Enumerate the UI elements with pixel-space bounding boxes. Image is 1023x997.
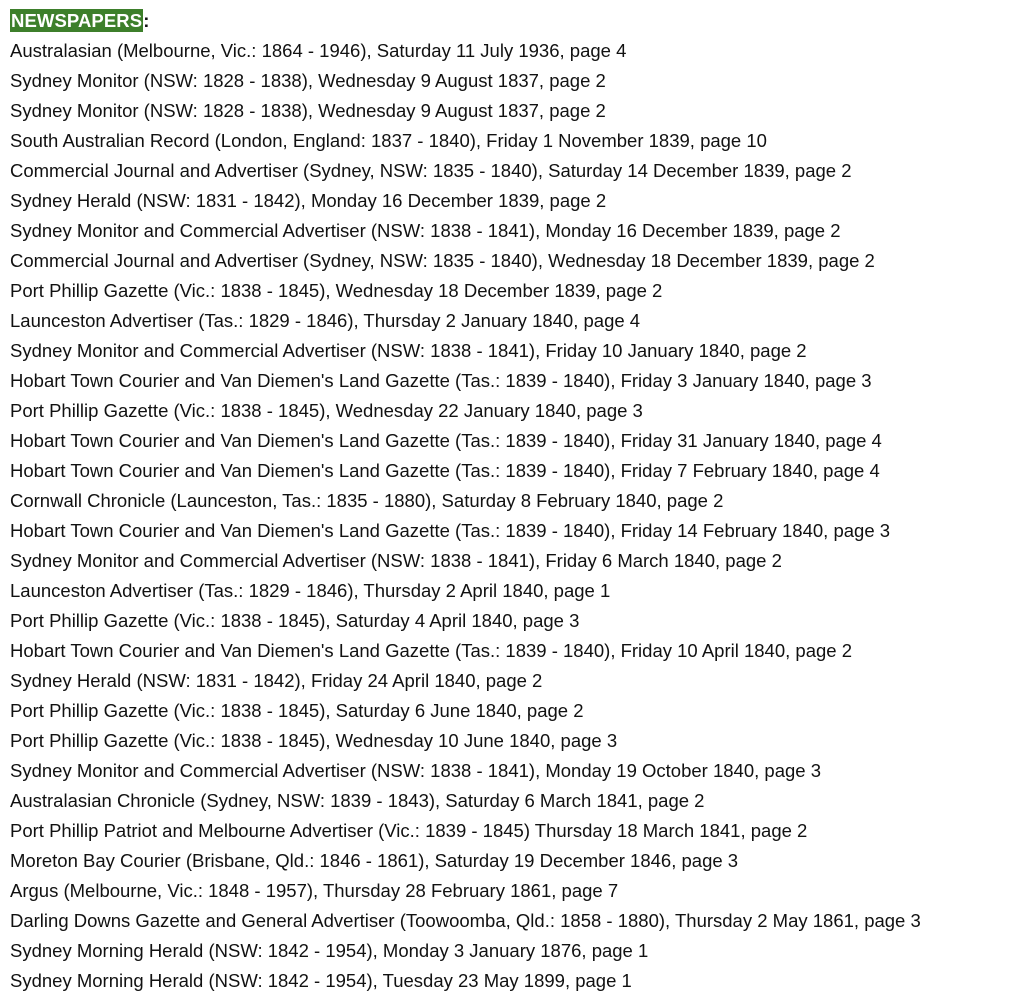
newspaper-entry: Sydney Monitor (NSW: 1828 - 1838), Wednesday 9 August 1837, page 2 xyxy=(10,70,606,91)
newspaper-entry: Sydney Morning Herald (NSW: 1842 - 1954), Monday 3 January 1876, page 1 xyxy=(10,940,649,961)
newspaper-entry: Sydney Monitor and Commercial Advertiser (NSW: 1838 - 1841), Monday 19 October 1840, page 3 xyxy=(10,760,821,781)
newspaper-entry: Commercial Journal and Advertiser (Sydney, NSW: 1835 - 1840), Wednesday 18 December 1839, page 2 xyxy=(10,250,875,271)
newspaper-list xyxy=(10,36,921,996)
document-body xyxy=(10,6,921,996)
newspaper-entry: Hobart Town Courier and Van Diemen's Land Gazette (Tas.: 1839 - 1840), Friday 7 February 1840, page 4 xyxy=(10,460,880,481)
newspaper-entry: Port Phillip Gazette (Vic.: 1838 - 1845), Wednesday 10 June 1840, page 3 xyxy=(10,730,618,751)
heading-label: NEWSPAPERS xyxy=(11,10,143,31)
newspaper-entry: Australasian (Melbourne, Vic.: 1864 - 1946), Saturday 11 July 1936, page 4 xyxy=(10,40,627,61)
newspaper-entry: Hobart Town Courier and Van Diemen's Land Gazette (Tas.: 1839 - 1840), Friday 3 January 1840, page 3 xyxy=(10,370,872,391)
newspaper-entry: Moreton Bay Courier (Brisbane, Qld.: 1846 - 1861), Saturday 19 December 1846, page 3 xyxy=(10,850,739,871)
newspaper-entry: South Australian Record (London, England: 1837 - 1840), Friday 1 November 1839, page 10 xyxy=(10,130,767,151)
newspaper-entry: Sydney Monitor and Commercial Advertiser (NSW: 1838 - 1841), Friday 6 March 1840, page 2 xyxy=(10,550,782,571)
newspaper-entry: Sydney Monitor (NSW: 1828 - 1838), Wednesday 9 August 1837, page 2 xyxy=(10,100,606,121)
newspaper-entry: Hobart Town Courier and Van Diemen's Land Gazette (Tas.: 1839 - 1840), Friday 31 January 1840, page 4 xyxy=(10,430,882,451)
section-heading xyxy=(10,6,921,36)
newspaper-entry: Sydney Monitor and Commercial Advertiser (NSW: 1838 - 1841), Friday 10 January 1840, page 2 xyxy=(10,340,807,361)
newspaper-entry: Port Phillip Gazette (Vic.: 1838 - 1845), Saturday 4 April 1840, page 3 xyxy=(10,610,580,631)
newspaper-entry: Darling Downs Gazette and General Advertiser (Toowoomba, Qld.: 1858 - 1880), Thursday 2 May 1861, page 3 xyxy=(10,910,921,931)
newspaper-entry: Port Phillip Gazette (Vic.: 1838 - 1845), Wednesday 18 December 1839, page 2 xyxy=(10,280,663,301)
newspaper-entry: Launceston Advertiser (Tas.: 1829 - 1846), Thursday 2 April 1840, page 1 xyxy=(10,580,611,601)
newspaper-entry: Port Phillip Patriot and Melbourne Advertiser (Vic.: 1839 - 1845) Thursday 18 March 1841, page 2 xyxy=(10,820,808,841)
newspaper-entry: Hobart Town Courier and Van Diemen's Land Gazette (Tas.: 1839 - 1840), Friday 10 April 1840, page 2 xyxy=(10,640,853,661)
newspaper-entry: Sydney Herald (NSW: 1831 - 1842), Friday 24 April 1840, page 2 xyxy=(10,670,543,691)
newspaper-entry: Port Phillip Gazette (Vic.: 1838 - 1845), Saturday 6 June 1840, page 2 xyxy=(10,700,584,721)
newspaper-entry: Argus (Melbourne, Vic.: 1848 - 1957), Thursday 28 February 1861, page 7 xyxy=(10,880,619,901)
newspaper-entry: Australasian Chronicle (Sydney, NSW: 1839 - 1843), Saturday 6 March 1841, page 2 xyxy=(10,790,705,811)
newspaper-entry: Hobart Town Courier and Van Diemen's Land Gazette (Tas.: 1839 - 1840), Friday 14 February 1840, page 3 xyxy=(10,520,891,541)
newspaper-entry: Launceston Advertiser (Tas.: 1829 - 1846), Thursday 2 January 1840, page 4 xyxy=(10,310,641,331)
newspaper-entry: Port Phillip Gazette (Vic.: 1838 - 1845), Wednesday 22 January 1840, page 3 xyxy=(10,400,643,421)
newspaper-entry: Sydney Morning Herald (NSW: 1842 - 1954), Tuesday 23 May 1899, page 1 xyxy=(10,970,632,991)
newspaper-entry: Cornwall Chronicle (Launceston, Tas.: 1835 - 1880), Saturday 8 February 1840, page 2 xyxy=(10,490,724,511)
newspaper-entry: Sydney Monitor and Commercial Advertiser (NSW: 1838 - 1841), Monday 16 December 1839, page 2 xyxy=(10,220,841,241)
newspaper-entry: Sydney Herald (NSW: 1831 - 1842), Monday 16 December 1839, page 2 xyxy=(10,190,607,211)
heading-colon: : xyxy=(143,10,150,31)
newspaper-entry: Commercial Journal and Advertiser (Sydney, NSW: 1835 - 1840), Saturday 14 December 1839, page 2 xyxy=(10,160,852,181)
